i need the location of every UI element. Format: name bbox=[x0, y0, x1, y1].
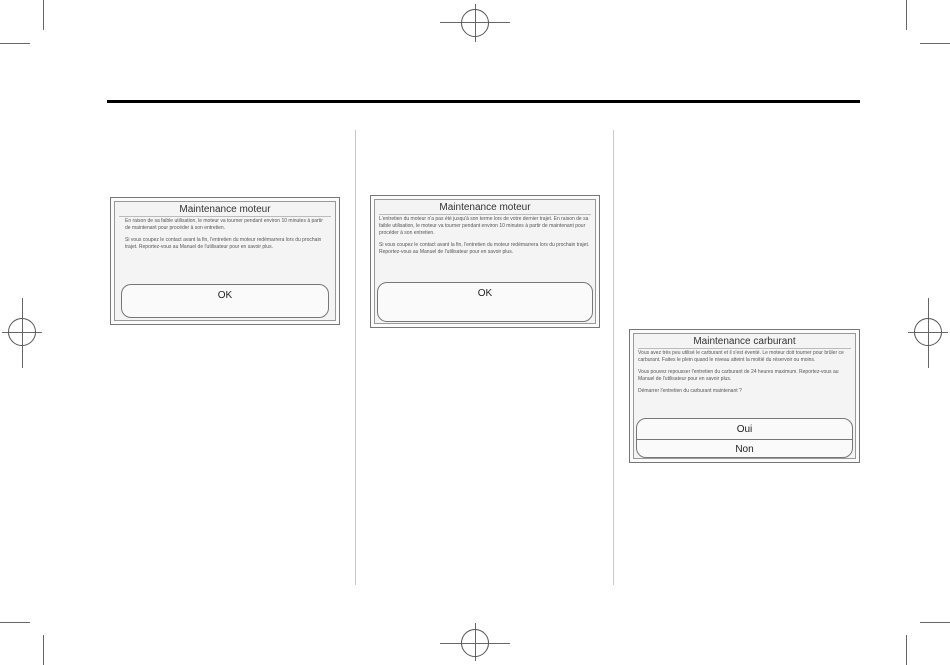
button-group bbox=[636, 418, 853, 458]
column-divider bbox=[613, 130, 614, 585]
dialog-message bbox=[125, 218, 325, 256]
dialog-paragraph: En raison de sa faible utilisation, le moteur va tourner pendant environ 10 minutes à partir de maintenant pour procéder à son entretien. bbox=[125, 218, 323, 231]
engine-maintenance-dialog bbox=[370, 195, 600, 328]
header-rule bbox=[107, 100, 860, 103]
dialog-paragraph: L'entretien du moteur n'a pas été jusqu'à son terme lors de votre dernier trajet. En raison de sa faible utilisation, le moteur va tourner pendant environ 10 minutes à partir de maintenant pour procéder à son entretien. bbox=[379, 216, 589, 236]
crop-mark bbox=[0, 622, 30, 623]
fuel-maintenance-dialog bbox=[629, 329, 860, 463]
column-divider bbox=[355, 130, 356, 585]
crop-mark bbox=[920, 43, 950, 44]
dialog-paragraph: Démarrer l'entretien du carburant maintenant ? bbox=[638, 388, 742, 394]
dialog-message bbox=[379, 216, 591, 261]
no-button[interactable]: Non bbox=[637, 439, 852, 458]
dialog-message bbox=[638, 350, 851, 400]
crop-mark bbox=[43, 0, 44, 30]
ok-button[interactable]: OK bbox=[477, 287, 493, 299]
dialog-paragraph: Si vous coupez le contact avant la fin, l'entretien du moteur redémarrera lors du prochain trajet. Reportez-vous au Manuel de l'utilisateur pour en savoir plus. bbox=[125, 237, 322, 250]
dialog-paragraph: Si vous coupez le contact avant la fin, l'entretien du moteur redémarrera lors du prochain trajet. Reportez-vous au Manuel de l'utilisateur pour en savoir plus. bbox=[379, 242, 590, 255]
dialog-title: Maintenance moteur bbox=[111, 204, 339, 215]
dialog-paragraph: Vous avez très peu utilisé le carburant et il s'est éventé. Le moteur doit tourner pour brûler ce carburant. Faites le plein quand le niveau atteint la moitié du réservoir ou moins. bbox=[638, 350, 844, 363]
yes-button[interactable]: Oui bbox=[736, 423, 753, 435]
ok-button[interactable]: OK bbox=[217, 289, 233, 301]
dialog-paragraph: Vous pouvez repousser l'entretien du carburant de 24 heures maximum. Reportez-vous au Manuel de l'utilisateur pour en savoir plus. bbox=[638, 369, 839, 382]
crop-mark bbox=[906, 0, 907, 30]
dialog-title: Maintenance carburant bbox=[630, 336, 859, 347]
crop-mark bbox=[906, 635, 907, 665]
crop-mark bbox=[43, 635, 44, 665]
button-group bbox=[121, 284, 329, 318]
crop-mark bbox=[0, 43, 30, 44]
dialog-title: Maintenance moteur bbox=[371, 202, 599, 213]
crop-mark bbox=[920, 622, 950, 623]
button-group bbox=[377, 282, 593, 322]
engine-maintenance-dialog bbox=[110, 197, 340, 325]
